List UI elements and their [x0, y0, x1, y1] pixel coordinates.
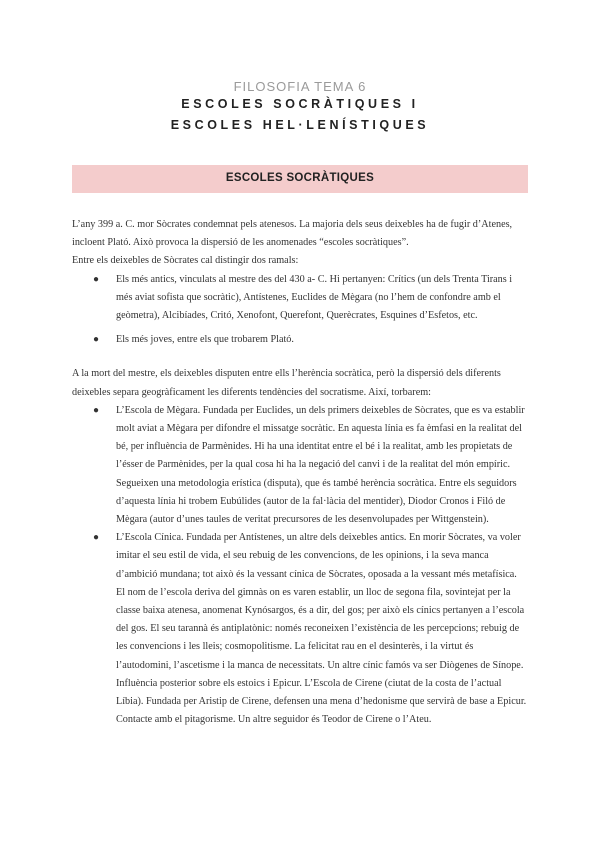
intro-lead: Entre els deixebles de Sòcrates cal distingir dos ramals: [72, 255, 299, 267]
escoles-list [72, 402, 528, 730]
list-item-text: Els més antics, vinculats al mestre des del 430 a- C. Hi pertanyen: Crítics (un dels Trenta Tirans i més aviat sofista que socràtic), Antístenes, Euclides de Mègara (no l’hem de confondre amb el geòmetra), Alcibíades, Critó, Xenofont, Querefont, Querècrates, Esquines d’Esfetos, etc. [116, 273, 513, 322]
bullet-icon: ● [93, 273, 100, 285]
document-title-line-1: ESCOLES SOCRÀTIQUES I [181, 97, 419, 111]
list-item [93, 331, 528, 349]
section-body [72, 216, 528, 729]
bullet-icon: ● [93, 404, 100, 416]
bullet-icon: ● [93, 532, 100, 544]
document-header [0, 80, 600, 136]
list-item [93, 529, 528, 729]
subject-label: FILOSOFIA TEMA 6 [233, 79, 367, 94]
list-item [93, 402, 528, 529]
bullet-icon: ● [93, 334, 100, 346]
list-item-text: L’Escola Cínica. Fundada per Antístenes, un altre dels deixebles antics. En morir Sòcrates, va voler imitar el seu estil de vida, el seu rebuig de les convencions, de les opinions, i la seva manca d’ambició mundana; tot això és la vessant cínica de Sòcrates, oposada a la vessant més metafísica. El nom de l’escola deriva del gimnàs on es varen establir, un lloc de segona fila, sovintejat per la classe baixa atenesa, anomenat Kynósargos, és a dir, del gos; per això els cínics pertanyen a l’escola del gos. El seu tarannà és antiplatònic: només reconeixen l’existència de les percepcions; rebuig de les convencions i les lleis; cosmopolitisme. La felicitat rau en el desinterès, i la virtut és l’autodomini, l’ascetisme i la manca de necessitats. Un altre cínic famós va ser Diògenes de Sínope. Influència posterior sobre els estoics i Epicur. L’Escola de Cirene (ciutat de la costa de l’actual Líbia). Fundada per Aristip de Cirene, defensen una mena d’hedonisme que servirà de base a Epicur. Contacte amb el pitagorisme. Un altre seguidor és Teodor de Cirene o l’Ateu. [116, 532, 527, 726]
section-banner [72, 165, 528, 193]
section-heading: ESCOLES SOCRÀTIQUES [225, 172, 375, 184]
ramals-list [72, 271, 528, 350]
document-title-line-2: ESCOLES HEL·LENÍSTIQUES [170, 118, 430, 132]
second-paragraph: A la mort del mestre, els deixebles disputen entre ells l’herència socràtica, però la dispersió dels diferents deixebles separa geogràficament les diferents tendències del socratisme. Així, torbarem: [72, 368, 501, 398]
list-item [93, 271, 528, 326]
list-item-text: L’Escola de Mègara. Fundada per Euclides, un dels primers deixebles de Sòcrates, que es va establir molt aviat a Mègara per difondre el missatge socràtic. En aquesta línia es fa èmfasi en la realitat del bé, per influència de Parmènides. Hi ha una identitat entre el bé i la realitat, amb les propietats de l’ésser de Parmènides, per la qual cosa hi ha la negació del canvi i de la realitat del món empíric. Segueixen una metodologia erística (disputa), que és també herència socràtica. Entre els seguidors d’aquesta línia hi trobem Eubúlides (autor de la fal·làcia del mentider), Diodor Cronos i Filó de Mègara (autor d’unes taules de veritat precursores de les desenvolupades per Wittgenstein). [116, 404, 525, 526]
intro-paragraph: L’any 399 a. C. mor Sòcrates condemnat pels atenesos. La majoria dels seus deixebles ha de fugir d’Atenes, incloent Plató. Això provoca la dispersió de les anomenades “escoles socràtiques”. [72, 219, 513, 249]
list-item-text: Els més joves, entre els que trobarem Plató. [116, 334, 294, 346]
